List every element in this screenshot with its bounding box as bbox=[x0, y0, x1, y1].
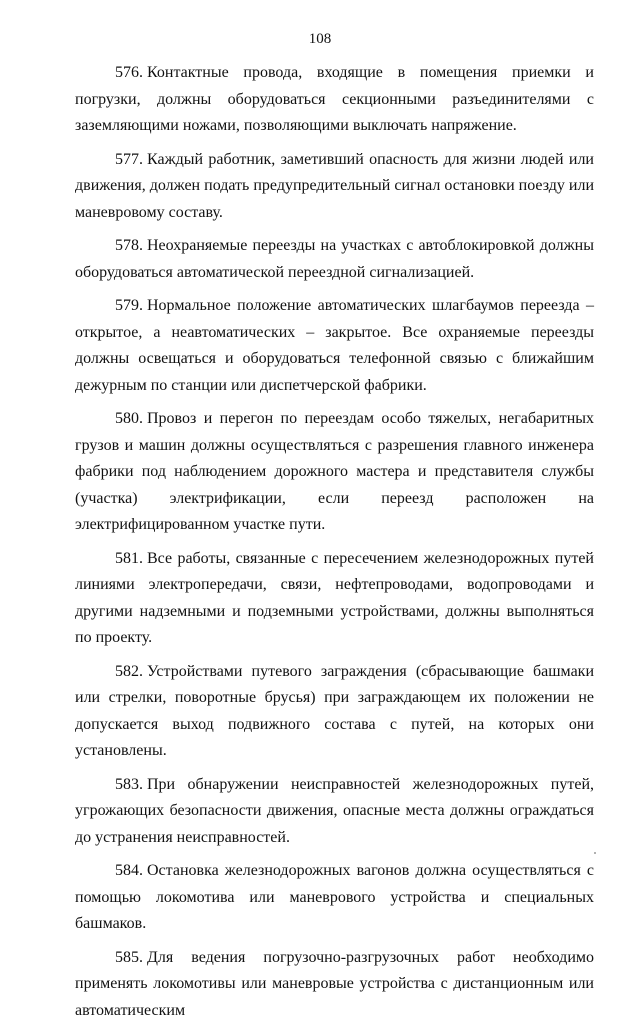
document-body bbox=[75, 60, 594, 1031]
paragraph-576 bbox=[75, 60, 594, 140]
paragraph-number: 579. bbox=[115, 297, 143, 314]
paragraph-text: Неохраняемые переезды на участках с автоблокировкой должны оборудоваться автоматической переездной сигнализацией. bbox=[75, 237, 594, 281]
paragraph-text: Устройствами путевого заграждения (сбрасывающие башмаки или стрелки, поворотные брусья) при заграждающем их положении не допускается выход подвижного состава с путей, на которых они установлены. bbox=[75, 662, 594, 759]
paragraph-text: Каждый работник, заметивший опасность для жизни людей или движения, должен подать предупредительный сигнал остановки поезду или маневровому составу. bbox=[75, 150, 594, 221]
paragraph-text: Для ведения погрузочно-разгрузочных работ необходимо применять локомотивы или маневровые устройства с дистанционным или автоматическим bbox=[75, 948, 594, 1019]
paragraph-578 bbox=[75, 233, 594, 286]
paragraph-579 bbox=[75, 293, 594, 399]
paragraph-number: 582. bbox=[115, 662, 143, 680]
paragraph-582 bbox=[75, 659, 594, 765]
paragraph-580 bbox=[75, 406, 594, 539]
paragraph-581 bbox=[75, 546, 594, 652]
paragraph-text: При обнаружении неисправностей железнодорожных путей, угрожающих безопасности движения, опасные места должны ограждаться до устранения неисправностей. bbox=[75, 775, 594, 846]
scan-speck bbox=[594, 852, 596, 854]
paragraph-number: 578. bbox=[115, 237, 143, 254]
paragraph-584 bbox=[75, 858, 594, 938]
paragraph-text: Все работы, связанные с пересечением железнодорожных путей линиями электропередачи, связи, нефтепроводами, водопроводами и другими надземными и подземными устройствами, должны выполняться по проекту. bbox=[75, 549, 594, 646]
paragraph-585 bbox=[75, 945, 594, 1025]
paragraph-number: 576. bbox=[115, 64, 143, 81]
paragraph-577 bbox=[75, 147, 594, 227]
paragraph-number: 584. bbox=[115, 862, 143, 879]
paragraph-number: 585. bbox=[115, 948, 143, 966]
paragraph-number: 581. bbox=[115, 549, 143, 567]
paragraph-number: 580. bbox=[115, 410, 143, 427]
page-number: 108 bbox=[308, 31, 332, 47]
paragraph-text: Нормальное положение автоматических шлагбаумов переезда – открытое, а неавтоматических – закрытое. Все охраняемые переезды должны освещаться и оборудоваться телефонной связью с ближайшим дежурным по станции или диспетчерской фабрики. bbox=[75, 297, 594, 394]
paragraph-583 bbox=[75, 772, 594, 852]
paragraph-text: Контактные провода, входящие в помещения приемки и погрузки, должны оборудоваться секционными разъединителями с заземляющими ножами, позволяющими выключать напряжение. bbox=[75, 64, 594, 134]
paragraph-text: Провоз и перегон по переездам особо тяжелых, негабаритных грузов и машин должны осуществляться с разрешения главного инженера фабрики под наблюдением дорожного мастера и представителя службы (участка) электрификации, если переезд расположен на электрифицированном участке пути. bbox=[75, 410, 594, 533]
paragraph-number: 577. bbox=[115, 150, 143, 168]
paragraph-text: Остановка железнодорожных вагонов должна осуществляться с помощью локомотива или маневрового устройства и специальных башмаков. bbox=[75, 862, 594, 932]
paragraph-number: 583. bbox=[115, 775, 143, 793]
